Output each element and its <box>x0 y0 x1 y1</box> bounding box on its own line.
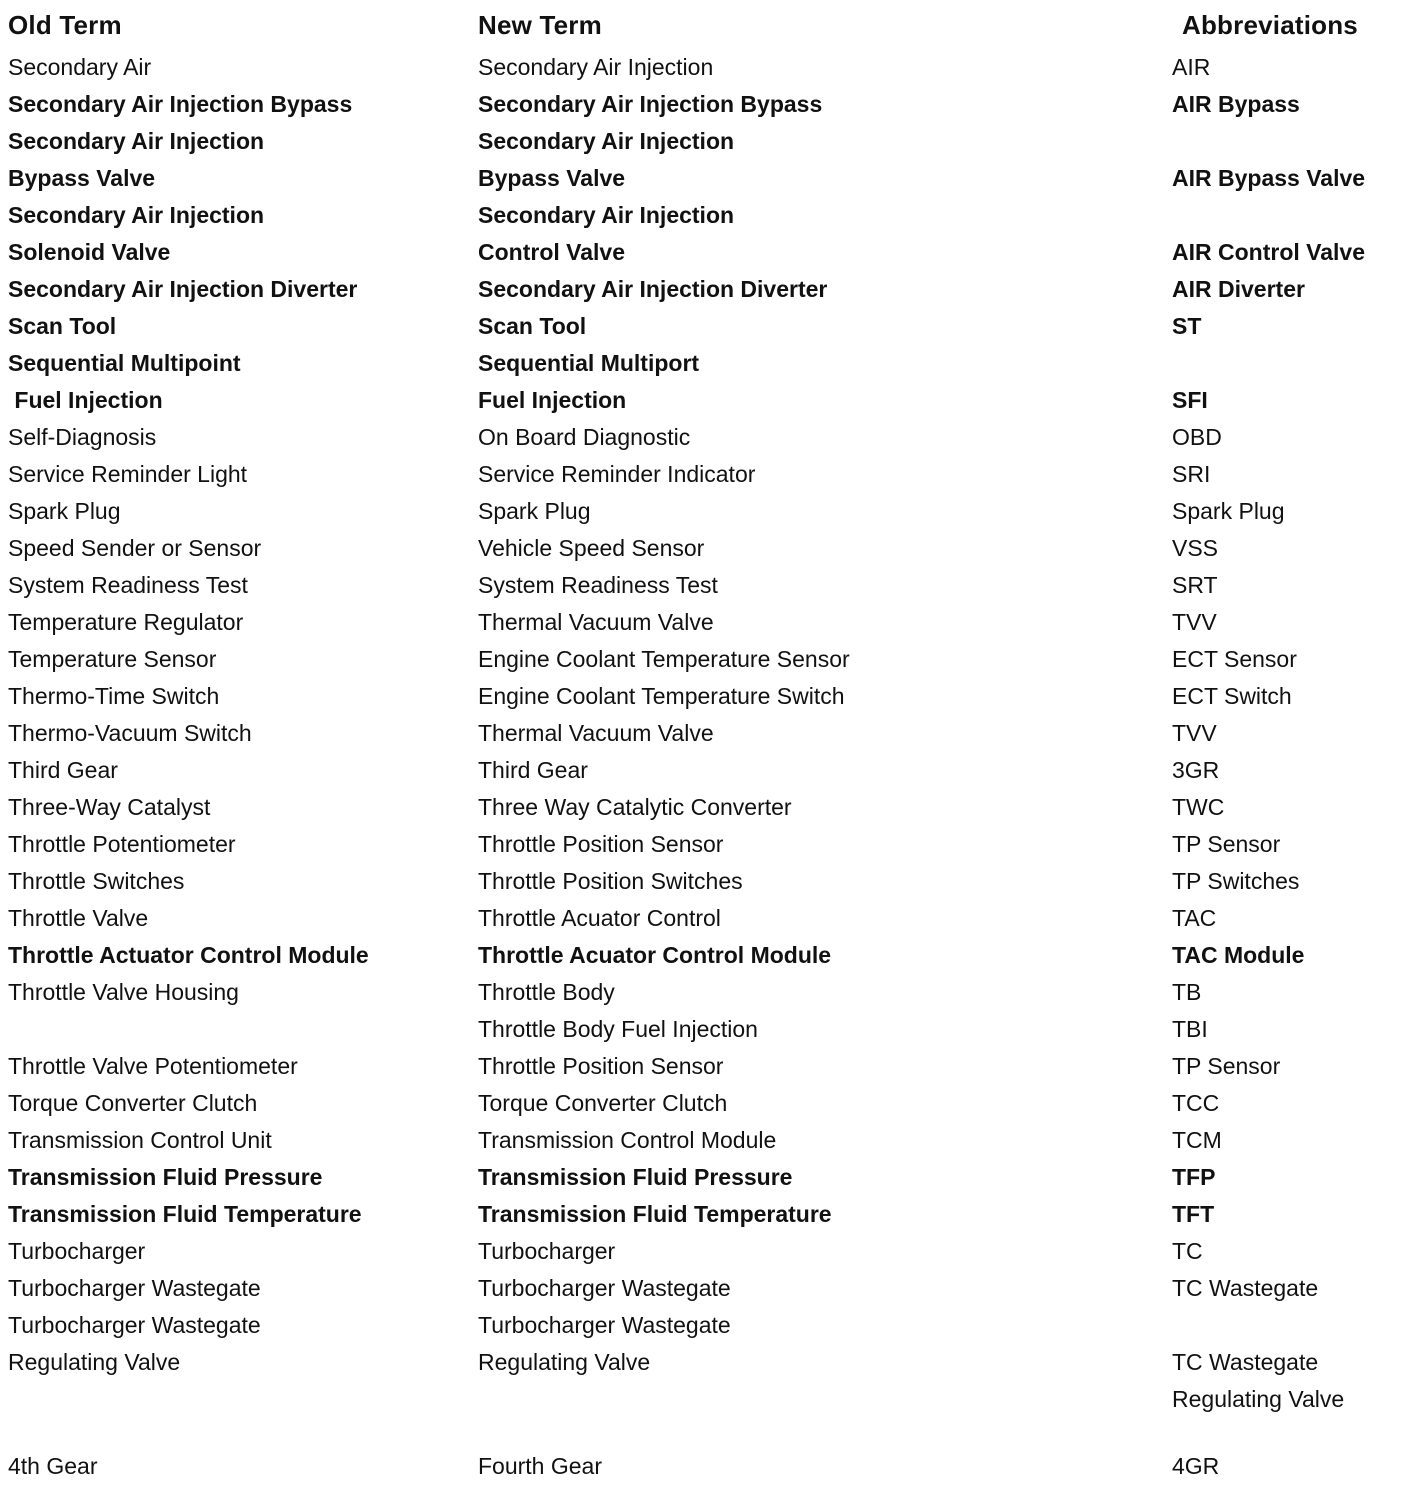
old-term-cell-line: 4th Gear <box>8 1453 98 1479</box>
abbreviation-cell-line: TWC <box>1172 794 1225 820</box>
old-term-cell <box>8 1011 478 1048</box>
table-row <box>8 86 1424 123</box>
table-row <box>8 1085 1424 1122</box>
abbreviation-cell-line: TC Wastegate <box>1172 1349 1319 1375</box>
new-term-cell-line: Vehicle Speed Sensor <box>478 535 705 561</box>
old-term-cell <box>8 123 478 197</box>
abbreviation-cell-line: Spark Plug <box>1172 498 1285 524</box>
abbreviation-cell <box>1172 567 1424 604</box>
abbreviation-cell-line: TB <box>1172 979 1202 1005</box>
old-term-cell-line: Service Reminder Light <box>8 461 248 487</box>
old-term-cell-line: Throttle Valve Housing <box>8 979 239 1005</box>
old-term-cell-line: Temperature Regulator <box>8 609 244 635</box>
abbreviation-cell-line: VSS <box>1172 535 1219 561</box>
new-term-cell-line: Engine Coolant Temperature Switch <box>478 683 845 709</box>
new-term-cell-line: Transmission Fluid Temperature <box>478 1201 832 1227</box>
abbreviation-cell-line: SRT <box>1172 572 1218 598</box>
abbreviation-cell-line: ECT Switch <box>1172 683 1292 709</box>
table-row <box>8 974 1424 1011</box>
new-term-cell-line: Third Gear <box>478 757 588 783</box>
new-term-column-header: New Term <box>478 10 602 40</box>
new-term-cell-line: Secondary Air Injection <box>478 128 735 154</box>
abbreviation-cell <box>1172 123 1424 197</box>
old-term-cell-line: Throttle Potentiometer <box>8 831 236 857</box>
term-table-body <box>8 49 1424 1485</box>
old-term-cell-line: Transmission Fluid Temperature <box>8 1201 362 1227</box>
abbreviation-cell <box>1172 604 1424 641</box>
abbreviation-cell-line: TVV <box>1172 720 1217 746</box>
old-term-column-header: Old Term <box>8 10 122 40</box>
new-term-cell <box>478 1196 1172 1233</box>
new-term-cell-line: Transmission Control Module <box>478 1127 777 1153</box>
new-term-cell-line: System Readiness Test <box>478 572 718 598</box>
abbreviation-cell-line: Regulating Valve <box>1172 1386 1345 1412</box>
new-term-cell <box>478 345 1172 419</box>
new-term-cell-line: Throttle Position Sensor <box>478 1053 724 1079</box>
table-row <box>8 308 1424 345</box>
new-term-cell <box>478 1011 1172 1048</box>
table-header-row <box>8 8 1424 42</box>
abbreviation-cell <box>1172 1307 1424 1418</box>
new-term-cell <box>478 493 1172 530</box>
table-row <box>8 1270 1424 1307</box>
abbreviation-cell <box>1172 789 1424 826</box>
old-term-cell <box>8 1448 478 1485</box>
new-term-cell <box>478 678 1172 715</box>
old-term-cell-line: Throttle Switches <box>8 868 185 894</box>
abbreviation-cell-line: TC Wastegate <box>1172 1275 1319 1301</box>
abbreviation-cell <box>1172 197 1424 271</box>
abbreviation-cell-line: AIR Diverter <box>1172 276 1305 302</box>
table-row <box>8 1048 1424 1085</box>
new-term-cell-line: Throttle Body <box>478 979 615 1005</box>
abbreviation-cell <box>1172 752 1424 789</box>
new-term-cell-line: Control Valve <box>478 239 625 265</box>
abbreviation-cell-line: AIR Control Valve <box>1172 239 1365 265</box>
abbreviation-cell <box>1172 1085 1424 1122</box>
new-term-cell-line: Fuel Injection <box>478 387 627 413</box>
abbreviation-cell-line: TAC Module <box>1172 942 1305 968</box>
old-term-cell <box>8 345 478 419</box>
old-term-cell <box>8 715 478 752</box>
table-row <box>8 345 1424 419</box>
abbreviation-cell-line: SRI <box>1172 461 1211 487</box>
old-term-cell <box>8 789 478 826</box>
new-term-cell <box>478 604 1172 641</box>
old-term-cell-line: Three-Way Catalyst <box>8 794 211 820</box>
abbreviation-cell-line: OBD <box>1172 424 1222 450</box>
old-term-cell-line: Secondary Air Injection <box>8 128 265 154</box>
new-term-cell <box>478 123 1172 197</box>
old-term-cell-line: Regulating Valve <box>8 1349 181 1375</box>
table-row <box>8 863 1424 900</box>
old-term-cell-line: Solenoid Valve <box>8 239 171 265</box>
new-term-cell-line: Throttle Body Fuel Injection <box>478 1016 758 1042</box>
old-term-cell <box>8 308 478 345</box>
old-term-cell <box>8 1159 478 1196</box>
old-term-cell-line: Bypass Valve <box>8 165 156 191</box>
old-term-cell-line: Secondary Air <box>8 54 152 80</box>
new-term-cell <box>478 530 1172 567</box>
abbreviation-cell-line: 4GR <box>1172 1453 1220 1479</box>
new-term-cell <box>478 1233 1172 1270</box>
old-term-cell <box>8 1270 478 1307</box>
old-term-cell <box>8 937 478 974</box>
old-term-cell <box>8 678 478 715</box>
new-term-cell <box>478 1085 1172 1122</box>
new-term-cell <box>478 863 1172 900</box>
table-row <box>8 752 1424 789</box>
new-term-cell-line: Fourth Gear <box>478 1453 602 1479</box>
abbreviation-cell <box>1172 715 1424 752</box>
table-row <box>8 641 1424 678</box>
new-term-cell-line: Three Way Catalytic Converter <box>478 794 792 820</box>
abbreviation-cell <box>1172 308 1424 345</box>
new-term-cell <box>478 86 1172 123</box>
new-term-cell <box>478 752 1172 789</box>
table-row <box>8 789 1424 826</box>
old-term-cell <box>8 826 478 863</box>
new-term-cell-line: Secondary Air Injection <box>478 54 714 80</box>
abbreviation-cell-line: AIR <box>1172 54 1211 80</box>
new-term-cell-line: Secondary Air Injection <box>478 202 735 228</box>
old-term-cell <box>8 197 478 271</box>
new-term-cell-line: Turbocharger <box>478 1238 616 1264</box>
new-term-cell-line: Throttle Position Switches <box>478 868 743 894</box>
new-term-cell-line: On Board Diagnostic <box>478 424 691 450</box>
abbreviation-cell <box>1172 271 1424 308</box>
abbreviation-cell <box>1172 1048 1424 1085</box>
old-term-cell-line: Throttle Actuator Control Module <box>8 942 369 968</box>
old-term-cell <box>8 567 478 604</box>
table-row <box>8 493 1424 530</box>
new-term-cell-line: Transmission Fluid Pressure <box>478 1164 793 1190</box>
old-term-cell-line: Secondary Air Injection <box>8 202 265 228</box>
abbreviation-cell-line: TP Sensor <box>1172 1053 1281 1079</box>
abbreviation-cell-line: 3GR <box>1172 757 1220 783</box>
new-term-cell <box>478 1307 1172 1418</box>
old-term-cell <box>8 900 478 937</box>
table-row <box>8 937 1424 974</box>
table-row <box>8 1011 1424 1048</box>
abbreviation-cell-line: SFI <box>1172 387 1208 413</box>
table-row <box>8 1448 1424 1485</box>
old-term-cell <box>8 974 478 1011</box>
old-term-cell-line: Turbocharger Wastegate <box>8 1312 261 1338</box>
old-term-cell-line: Secondary Air Injection Bypass <box>8 91 353 117</box>
table-row <box>8 1233 1424 1270</box>
table-row <box>8 530 1424 567</box>
abbreviation-cell-line: ECT Sensor <box>1172 646 1297 672</box>
new-term-cell <box>478 937 1172 974</box>
old-term-cell-line: Scan Tool <box>8 313 117 339</box>
old-term-cell-line: Fuel Injection <box>8 387 163 413</box>
abbreviation-cell-line: TP Switches <box>1172 868 1300 894</box>
abbreviation-cell-line: TP Sensor <box>1172 831 1281 857</box>
table-row <box>8 123 1424 197</box>
new-term-cell <box>478 271 1172 308</box>
new-term-cell-line: Regulating Valve <box>478 1349 651 1375</box>
new-term-cell <box>478 197 1172 271</box>
old-term-cell <box>8 419 478 456</box>
new-term-cell-line: Turbocharger Wastegate <box>478 1275 731 1301</box>
new-term-cell-line: Torque Converter Clutch <box>478 1090 728 1116</box>
old-term-cell-line: Turbocharger <box>8 1238 146 1264</box>
old-term-cell-line: Thermo-Time Switch <box>8 683 220 709</box>
new-term-cell-line: Throttle Acuator Control Module <box>478 942 832 968</box>
new-term-cell <box>478 715 1172 752</box>
new-term-cell <box>478 419 1172 456</box>
new-term-cell <box>478 900 1172 937</box>
old-term-cell-line: Self-Diagnosis <box>8 424 157 450</box>
abbreviation-cell <box>1172 530 1424 567</box>
new-term-cell-line: Secondary Air Injection Bypass <box>478 91 823 117</box>
abbreviation-cell <box>1172 419 1424 456</box>
old-term-cell-line <box>8 1011 478 1048</box>
table-row <box>8 678 1424 715</box>
old-term-cell-line: Transmission Control Unit <box>8 1127 272 1153</box>
abbreviation-cell <box>1172 826 1424 863</box>
table-row <box>8 1196 1424 1233</box>
new-term-cell <box>478 456 1172 493</box>
abbreviation-cell <box>1172 1233 1424 1270</box>
abbreviation-cell-line: ST <box>1172 313 1202 339</box>
new-term-cell-line: Throttle Acuator Control <box>478 905 721 931</box>
old-term-cell <box>8 1307 478 1418</box>
old-term-cell <box>8 1048 478 1085</box>
new-term-cell <box>478 1270 1172 1307</box>
table-row <box>8 271 1424 308</box>
abbreviation-cell <box>1172 345 1424 419</box>
abbreviation-cell <box>1172 1196 1424 1233</box>
old-term-cell-line: System Readiness Test <box>8 572 248 598</box>
old-term-cell <box>8 530 478 567</box>
old-term-cell <box>8 49 478 86</box>
old-term-cell-line: Throttle Valve <box>8 905 149 931</box>
new-term-cell-line: Thermal Vacuum Valve <box>478 609 714 635</box>
abbreviation-cell <box>1172 456 1424 493</box>
abbreviation-cell <box>1172 937 1424 974</box>
new-term-cell <box>478 1159 1172 1196</box>
table-row <box>8 1159 1424 1196</box>
abbreviation-cell <box>1172 1159 1424 1196</box>
old-term-cell-line: Third Gear <box>8 757 118 783</box>
old-term-cell-line: Speed Sender or Sensor <box>8 535 262 561</box>
old-term-cell <box>8 86 478 123</box>
old-term-cell <box>8 1122 478 1159</box>
new-term-cell-line: Secondary Air Injection Diverter <box>478 276 828 302</box>
new-term-cell-line: Throttle Position Sensor <box>478 831 724 857</box>
new-term-cell-line: Sequential Multiport <box>478 350 700 376</box>
table-row <box>8 197 1424 271</box>
abbreviation-cell-line: TFP <box>1172 1164 1216 1190</box>
old-term-cell-line: Turbocharger Wastegate <box>8 1275 261 1301</box>
table-row <box>8 604 1424 641</box>
abbreviation-cell-line: AIR Bypass Valve <box>1172 165 1366 191</box>
abbreviation-cell-line: TCM <box>1172 1127 1222 1153</box>
old-term-cell-line: Transmission Fluid Pressure <box>8 1164 323 1190</box>
old-term-cell <box>8 456 478 493</box>
old-term-cell <box>8 271 478 308</box>
old-term-cell-line: Secondary Air Injection Diverter <box>8 276 358 302</box>
old-term-cell <box>8 1233 478 1270</box>
abbreviation-cell <box>1172 900 1424 937</box>
abbreviation-cell <box>1172 863 1424 900</box>
old-term-cell <box>8 641 478 678</box>
old-term-cell <box>8 752 478 789</box>
new-term-cell <box>478 567 1172 604</box>
abbreviation-cell <box>1172 1270 1424 1307</box>
abbreviation-cell-line: TC <box>1172 1238 1203 1264</box>
abbreviation-cell <box>1172 86 1424 123</box>
table-row <box>8 900 1424 937</box>
abbreviation-cell <box>1172 641 1424 678</box>
abbreviation-cell <box>1172 974 1424 1011</box>
old-term-cell <box>8 1085 478 1122</box>
abbreviation-cell-line: TAC <box>1172 905 1217 931</box>
table-row <box>8 715 1424 752</box>
old-term-cell-line: Spark Plug <box>8 498 121 524</box>
new-term-cell <box>478 1122 1172 1159</box>
old-term-cell-line: Temperature Sensor <box>8 646 217 672</box>
abbreviation-cell-line: TVV <box>1172 609 1217 635</box>
new-term-cell <box>478 308 1172 345</box>
new-term-cell-line: Spark Plug <box>478 498 591 524</box>
abbreviation-cell-line: TBI <box>1172 1016 1208 1042</box>
new-term-cell-line: Service Reminder Indicator <box>478 461 756 487</box>
new-term-cell <box>478 641 1172 678</box>
new-term-cell-line: Engine Coolant Temperature Sensor <box>478 646 850 672</box>
new-term-cell-line: Thermal Vacuum Valve <box>478 720 714 746</box>
abbreviation-cell <box>1172 678 1424 715</box>
table-row <box>8 456 1424 493</box>
table-row <box>8 1122 1424 1159</box>
abbreviation-cell <box>1172 1448 1424 1485</box>
new-term-cell-line: Scan Tool <box>478 313 587 339</box>
old-term-cell <box>8 863 478 900</box>
abbreviation-cell-line: TCC <box>1172 1090 1220 1116</box>
new-term-cell <box>478 49 1172 86</box>
old-term-cell <box>8 604 478 641</box>
abbreviation-cell <box>1172 493 1424 530</box>
new-term-cell <box>478 789 1172 826</box>
table-row <box>8 1307 1424 1418</box>
abbreviations-column-header: Abbreviations <box>1182 10 1358 40</box>
old-term-cell-line: Thermo-Vacuum Switch <box>8 720 252 746</box>
abbreviation-cell <box>1172 49 1424 86</box>
table-row <box>8 49 1424 86</box>
old-term-cell-line: Sequential Multipoint <box>8 350 241 376</box>
new-term-cell-line: Turbocharger Wastegate <box>478 1312 731 1338</box>
old-term-cell <box>8 493 478 530</box>
abbreviation-cell <box>1172 1122 1424 1159</box>
new-term-cell <box>478 974 1172 1011</box>
abbreviation-cell-line: AIR Bypass <box>1172 91 1300 117</box>
abbreviation-cell-line: TFT <box>1172 1201 1215 1227</box>
new-term-cell <box>478 1048 1172 1085</box>
table-row <box>8 826 1424 863</box>
new-term-cell <box>478 1448 1172 1485</box>
old-term-cell-line: Torque Converter Clutch <box>8 1090 258 1116</box>
abbreviation-cell <box>1172 1011 1424 1048</box>
new-term-cell-line: Bypass Valve <box>478 165 626 191</box>
old-term-cell <box>8 1196 478 1233</box>
old-term-cell-line: Throttle Valve Potentiometer <box>8 1053 298 1079</box>
table-row <box>8 567 1424 604</box>
new-term-cell <box>478 826 1172 863</box>
table-row <box>8 419 1424 456</box>
